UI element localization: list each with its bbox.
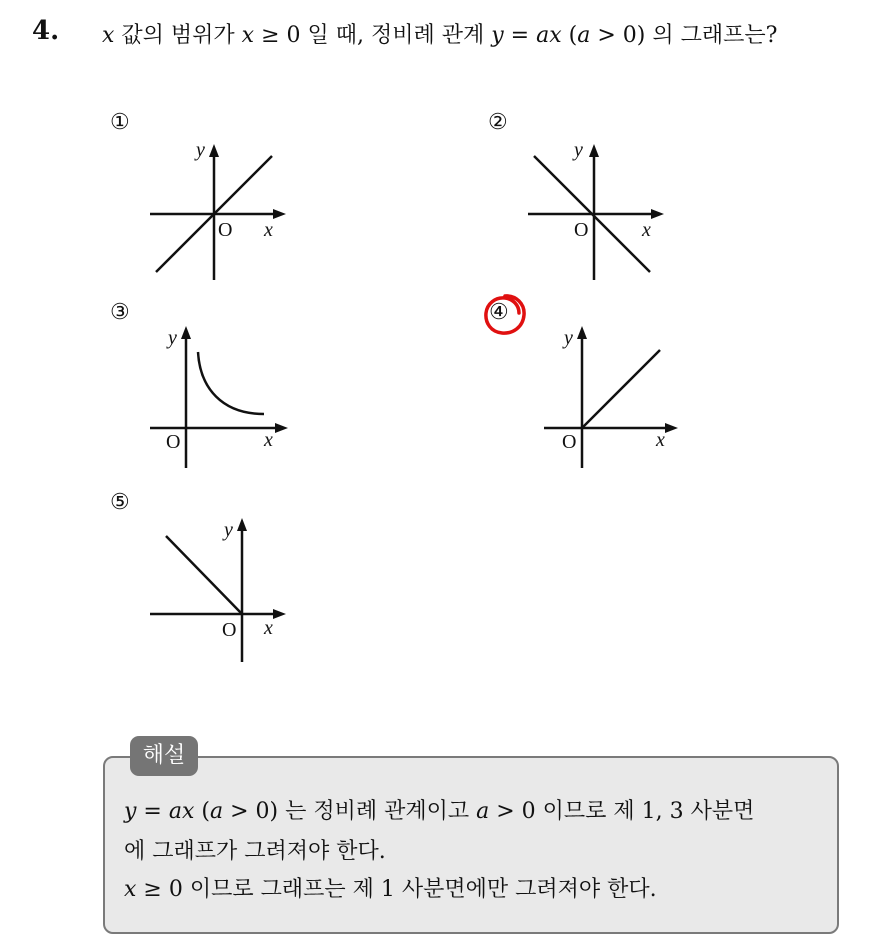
explanation-line-2: 에 그래프가 그려져야 한다.: [124, 839, 386, 864]
explanation-text-part: ax: [168, 799, 195, 824]
explanation-line-1: [124, 794, 754, 825]
question-text-part: =: [503, 23, 537, 48]
x-axis-label: x: [264, 617, 273, 639]
x-axis-label: x: [264, 429, 273, 451]
explanation-line-3: [124, 872, 657, 903]
explanation-text-part: a: [209, 799, 224, 824]
question-text-part: ≥ 0 일 때, 정비례 관계: [254, 23, 492, 48]
x-axis-label: x: [642, 219, 651, 241]
choice-2-graph: [518, 130, 678, 290]
x-axis-arrow: [273, 609, 286, 619]
choice-2-marker: ②: [488, 110, 508, 135]
y-axis-label: y: [196, 139, 205, 161]
y-axis-arrow: [209, 144, 219, 157]
question-text-part: a: [577, 23, 591, 48]
question-text-part: (: [561, 23, 578, 48]
choice-5-graph: [140, 510, 300, 670]
question-text-part: > 0) 의 그래프는?: [590, 23, 778, 48]
explanation-tag: 해설: [130, 736, 198, 776]
explanation-text-part: > 0 이므로 제 1, 3 사분면: [489, 799, 755, 824]
y-axis-label: y: [574, 139, 583, 161]
x-axis-label: x: [264, 219, 273, 241]
choice-4-marker: ④: [489, 300, 509, 325]
choice-1-marker: ①: [110, 110, 130, 135]
choice-4-graph: [534, 318, 694, 478]
x-axis-label: x: [656, 429, 665, 451]
y-axis-label: y: [224, 519, 233, 541]
explanation-text-part: ≥ 0 이므로 그래프는 제 1 사분면에만 그려져야 한다.: [136, 877, 657, 902]
explanation-text-part: > 0) 는 정비례 관계이고: [223, 799, 477, 824]
question-text-part: ax: [536, 23, 562, 48]
x-axis-arrow: [275, 423, 288, 433]
question-number: 4.: [32, 16, 60, 46]
answer-circle-mark: [480, 290, 530, 340]
x-axis-arrow: [665, 423, 678, 433]
origin-label: O: [222, 619, 237, 641]
explanation-text-part: a: [476, 799, 490, 824]
choice-3-marker: ③: [110, 300, 130, 325]
origin-label: O: [574, 219, 589, 241]
answer-circle-stroke: [486, 296, 524, 333]
graph-line: [166, 536, 242, 614]
question-text: [102, 18, 777, 49]
question-text-part: x: [102, 23, 115, 48]
explanation-text-part: y: [124, 799, 137, 824]
question-text-part: x: [241, 23, 255, 48]
choice-3-graph: [140, 318, 300, 478]
origin-label: O: [562, 431, 577, 453]
x-axis-arrow: [651, 209, 664, 219]
explanation-text-part: x: [124, 877, 137, 902]
choice-5-marker: ⑤: [110, 490, 130, 515]
explanation-text-part: =: [136, 799, 169, 824]
graph-curve: [198, 352, 264, 414]
x-axis-arrow: [273, 209, 286, 219]
y-axis-label: y: [168, 327, 177, 349]
choice-1-graph: [140, 130, 300, 290]
explanation-text-part: (: [194, 799, 210, 824]
question-text-part: y: [491, 23, 504, 48]
y-axis-arrow: [577, 326, 587, 339]
y-axis-arrow: [181, 326, 191, 339]
origin-label: O: [166, 431, 181, 453]
origin-label: O: [218, 219, 233, 241]
question-text-part: 값의 범위가: [114, 23, 242, 48]
y-axis-label: y: [564, 327, 573, 349]
y-axis-arrow: [589, 144, 599, 157]
y-axis-arrow: [237, 518, 247, 531]
graph-line: [582, 350, 660, 428]
